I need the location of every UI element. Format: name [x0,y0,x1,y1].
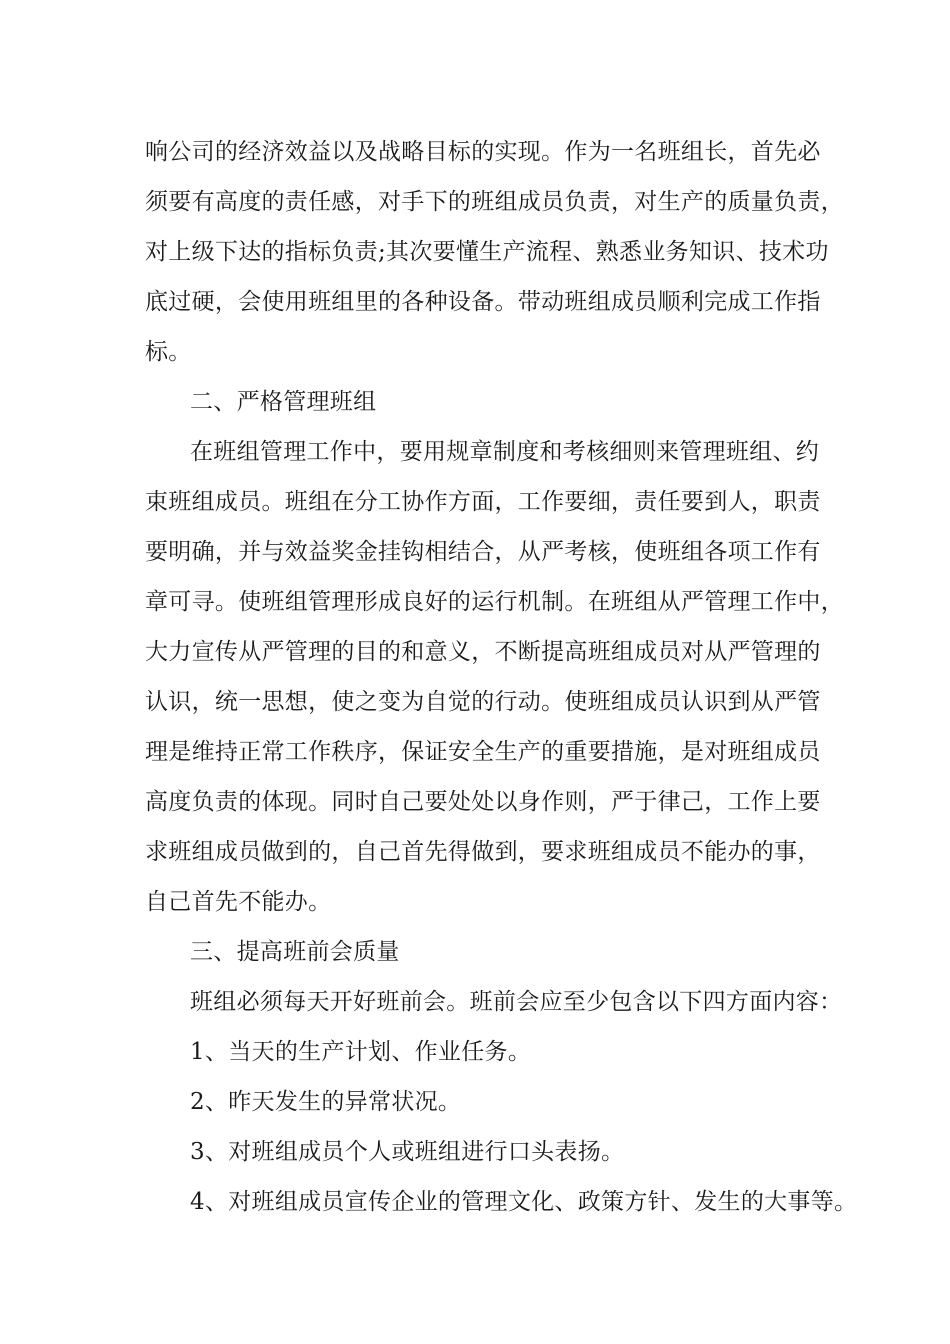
list-item: 1、当天的生产计划、作业任务。 [190,1039,532,1065]
paragraph-line: 自己首先不能办。 [145,889,332,915]
paragraph-line: 要明确，并与效益奖金挂钩相结合，从严考核，使班组各项工作有 [145,539,821,565]
paragraph-line: 须要有高度的责任感，对手下的班组成员负责，对生产的质量负责， [145,189,844,215]
paragraph-line: 对上级下达的指标负责;其次要懂生产流程、熟悉业务知识、技术功 [145,239,829,265]
list-item: 4、对班组成员宣传企业的管理文化、政策方针、发生的大事等。 [190,1189,858,1215]
paragraph-line: 响公司的经济效益以及战略目标的实现。作为一名班组长，首先必 [145,139,821,165]
section-heading: 三、提高班前会质量 [190,939,400,965]
paragraph-line: 章可寻。使班组管理形成良好的运行机制。在班组从严管理工作中， [145,589,844,615]
paragraph-line: 理是维持正常工作秩序，保证安全生产的重要措施，是对班组成员 [145,739,821,765]
paragraph-line: 班组必须每天开好班前会。班前会应至少包含以下四方面内容： [190,989,843,1015]
list-item: 2、昨天发生的异常状况。 [190,1089,462,1115]
paragraph-line: 底过硬，会使用班组里的各种设备。带动班组成员顺利完成工作指 [145,289,821,315]
paragraph-line: 束班组成员。班组在分工协作方面，工作要细，责任要到人，职责 [145,489,821,515]
paragraph-line: 大力宣传从严管理的目的和意义，不断提高班组成员对从严管理的 [145,639,821,665]
paragraph-line: 求班组成员做到的，自己首先得做到，要求班组成员不能办的事， [145,839,821,865]
list-item: 3、对班组成员个人或班组进行口头表扬。 [190,1139,625,1165]
paragraph-line: 高度负责的体现。同时自己要处处以身作则，严于律己，工作上要 [145,789,821,815]
paragraph-line: 标。 [145,339,192,365]
paragraph-line: 认识，统一思想，使之变为自觉的行动。使班组成员认识到从严管 [145,689,821,715]
section-heading: 二、严格管理班组 [190,389,377,415]
paragraph-line: 在班组管理工作中，要用规章制度和考核细则来管理班组、约 [190,439,820,465]
